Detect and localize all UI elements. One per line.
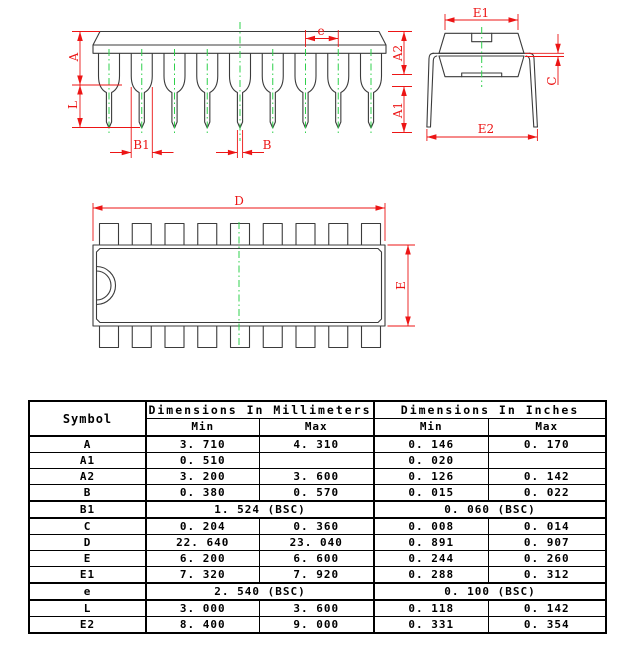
value-cell: 0. 170 bbox=[488, 436, 606, 453]
symbol-cell: C bbox=[29, 518, 146, 535]
table-header-row bbox=[29, 401, 606, 419]
table-row bbox=[29, 501, 606, 518]
value-cell: 7. 320 bbox=[146, 567, 259, 584]
table-row bbox=[29, 436, 606, 453]
value-cell: 0. 380 bbox=[146, 485, 259, 502]
value-cell: 6. 200 bbox=[146, 551, 259, 567]
symbol-cell: E1 bbox=[29, 567, 146, 584]
symbol-cell: D bbox=[29, 535, 146, 551]
pin bbox=[329, 224, 348, 246]
pin bbox=[296, 224, 315, 246]
pin bbox=[263, 224, 282, 246]
value-cell: 3. 710 bbox=[146, 436, 259, 453]
header-millimeters: Dimensions In Millimeters bbox=[146, 401, 374, 419]
header-in-max: Max bbox=[488, 419, 606, 437]
value-cell: 0. 907 bbox=[488, 535, 606, 551]
header-in-min: Min bbox=[374, 419, 488, 437]
dim-label-e-width: E bbox=[394, 281, 408, 290]
value-cell: 7. 920 bbox=[259, 567, 374, 584]
value-cell: 0. 331 bbox=[374, 617, 488, 634]
value-cell: 0. 570 bbox=[259, 485, 374, 502]
value-cell: 8. 400 bbox=[146, 617, 259, 634]
value-cell: 0. 142 bbox=[488, 600, 606, 617]
value-cell: 0. 100 (BSC) bbox=[374, 583, 606, 600]
table-row bbox=[29, 453, 606, 469]
pin bbox=[362, 224, 381, 246]
header-mm-max: Max bbox=[259, 419, 374, 437]
value-cell: 2. 540 (BSC) bbox=[146, 583, 374, 600]
value-cell: 0. 126 bbox=[374, 469, 488, 485]
value-cell bbox=[488, 453, 606, 469]
end-view-drawing bbox=[427, 6, 564, 141]
value-cell: 0. 510 bbox=[146, 453, 259, 469]
top-view-pins bbox=[100, 224, 381, 348]
top-view-drawing bbox=[93, 194, 415, 348]
table-row bbox=[29, 617, 606, 634]
value-cell: 0. 142 bbox=[488, 469, 606, 485]
value-cell: 22. 640 bbox=[146, 535, 259, 551]
value-cell: 0. 288 bbox=[374, 567, 488, 584]
dim-label-b: B bbox=[262, 138, 272, 152]
table-row bbox=[29, 583, 606, 600]
pin bbox=[132, 224, 151, 246]
dimensions-table bbox=[28, 400, 607, 634]
table-row bbox=[29, 600, 606, 617]
pin bbox=[198, 326, 217, 348]
value-cell: 0. 008 bbox=[374, 518, 488, 535]
value-cell: 4. 310 bbox=[259, 436, 374, 453]
value-cell: 0. 891 bbox=[374, 535, 488, 551]
value-cell bbox=[259, 453, 374, 469]
value-cell: 0. 204 bbox=[146, 518, 259, 535]
value-cell: 9. 000 bbox=[259, 617, 374, 634]
dim-label-e2: E2 bbox=[477, 122, 495, 136]
dim-label-a2: A2 bbox=[391, 44, 405, 62]
table-row bbox=[29, 485, 606, 502]
symbol-cell: E bbox=[29, 551, 146, 567]
value-cell: 0. 354 bbox=[488, 617, 606, 634]
side-view-drawing bbox=[66, 22, 412, 158]
value-cell: 3. 000 bbox=[146, 600, 259, 617]
value-cell: 3. 600 bbox=[259, 600, 374, 617]
symbol-cell: A bbox=[29, 436, 146, 453]
pin bbox=[100, 224, 119, 246]
header-symbol: Symbol bbox=[29, 401, 146, 436]
dimensions-table-body bbox=[29, 436, 606, 633]
value-cell: 0. 260 bbox=[488, 551, 606, 567]
pin bbox=[263, 326, 282, 348]
value-cell: 0. 022 bbox=[488, 485, 606, 502]
value-cell: 3. 200 bbox=[146, 469, 259, 485]
symbol-cell: B1 bbox=[29, 501, 146, 518]
table-row bbox=[29, 551, 606, 567]
dim-label-e1: E1 bbox=[472, 6, 490, 20]
table-row bbox=[29, 535, 606, 551]
table-row bbox=[29, 469, 606, 485]
pin bbox=[100, 326, 119, 348]
value-cell: 0. 244 bbox=[374, 551, 488, 567]
symbol-cell: A1 bbox=[29, 453, 146, 469]
value-cell: 0. 360 bbox=[259, 518, 374, 535]
pin bbox=[198, 224, 217, 246]
table-row bbox=[29, 518, 606, 535]
top-view-dimensions bbox=[93, 194, 415, 326]
pin bbox=[362, 326, 381, 348]
symbol-cell: e bbox=[29, 583, 146, 600]
value-cell: 0. 020 bbox=[374, 453, 488, 469]
dim-label-a: A bbox=[67, 52, 81, 62]
dim-label-d: D bbox=[234, 194, 244, 208]
pin bbox=[132, 326, 151, 348]
symbol-cell: B bbox=[29, 485, 146, 502]
pin1-notch bbox=[97, 267, 116, 305]
value-cell: 23. 040 bbox=[259, 535, 374, 551]
dim-label-a1: A1 bbox=[391, 101, 405, 119]
value-cell: 3. 600 bbox=[259, 469, 374, 485]
pin bbox=[231, 326, 250, 348]
pin bbox=[165, 326, 184, 348]
value-cell: 0. 014 bbox=[488, 518, 606, 535]
value-cell: 0. 118 bbox=[374, 600, 488, 617]
dim-label-e-pitch: e bbox=[317, 24, 325, 38]
value-cell: 0. 312 bbox=[488, 567, 606, 584]
value-cell: 1. 524 (BSC) bbox=[146, 501, 374, 518]
symbol-cell: L bbox=[29, 600, 146, 617]
value-cell: 6. 600 bbox=[259, 551, 374, 567]
dim-label-c: C bbox=[545, 76, 559, 86]
dimensions-table-wrap bbox=[28, 400, 605, 634]
pin bbox=[165, 224, 184, 246]
header-mm-min: Min bbox=[146, 419, 259, 437]
table-row bbox=[29, 567, 606, 584]
dim-label-b1: B1 bbox=[133, 138, 150, 152]
value-cell: 0. 146 bbox=[374, 436, 488, 453]
pin bbox=[231, 224, 250, 246]
symbol-cell: E2 bbox=[29, 617, 146, 634]
value-cell: 0. 060 (BSC) bbox=[374, 501, 606, 518]
pin bbox=[296, 326, 315, 348]
pin bbox=[329, 326, 348, 348]
dim-label-l: L bbox=[66, 101, 80, 109]
header-inches: Dimensions In Inches bbox=[374, 401, 606, 419]
value-cell: 0. 015 bbox=[374, 485, 488, 502]
symbol-cell: A2 bbox=[29, 469, 146, 485]
